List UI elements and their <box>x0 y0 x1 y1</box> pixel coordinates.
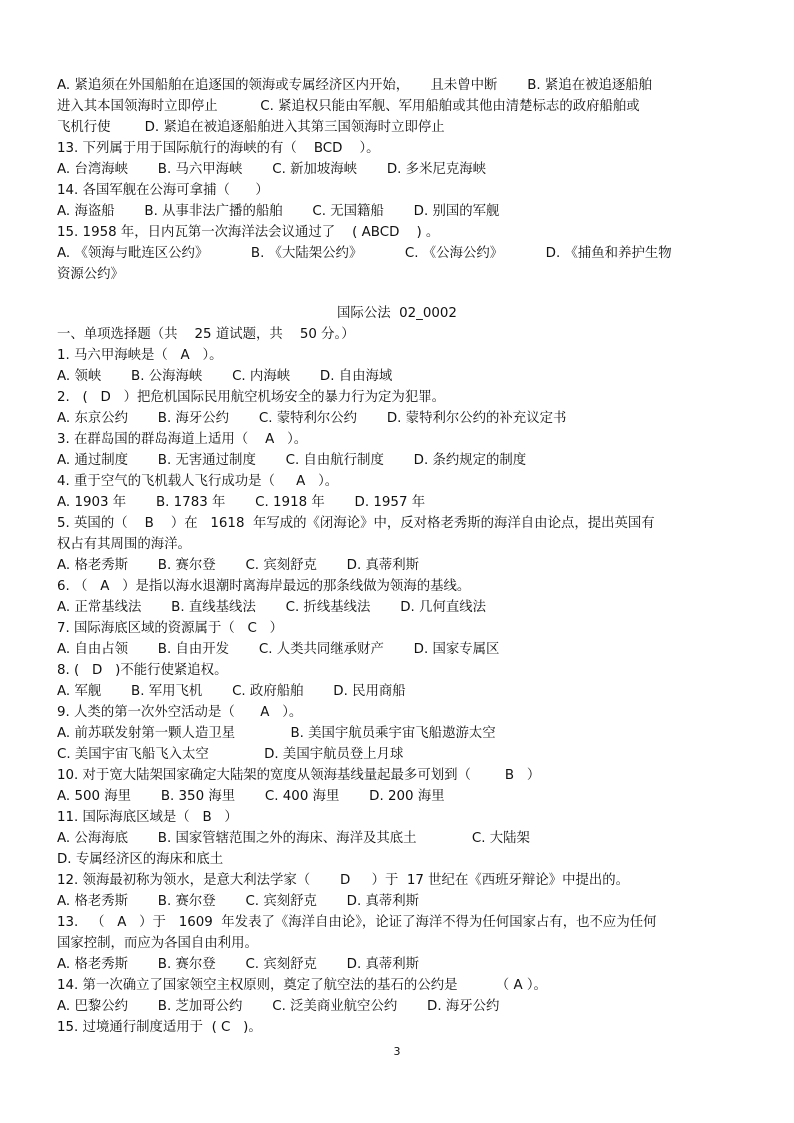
options-line: A. 格老秀斯 B. 赛尔登 C. 宾刻舒克 D. 真蒂利斯 <box>57 558 420 573</box>
question-line: 7. 国际海底区域的资源属于（ C ） <box>57 621 283 636</box>
options-line: A. 巴黎公约 B. 芝加哥公约 C. 泛美商业航空公约 D. 海牙公约 <box>57 999 500 1014</box>
section-heading: 一、单项选择题（共 25 道试题，共 50 分。） <box>57 327 355 342</box>
question-line: 5. 英国的（ B ）在 1618 年写成的《闭海论》中，反对格老秀斯的海洋自由论点，提出英国有 <box>57 516 655 531</box>
options-line: C. 美国宇宙飞船飞入太空 D. 美国宇航员登上月球 <box>57 747 404 762</box>
options-line: A. 正常基线法 B. 直线基线法 C. 折线基线法 D. 几何直线法 <box>57 600 487 615</box>
question-line: 15. 过境通行制度适用于 ( C )。 <box>57 1020 262 1035</box>
question-line: 10. 对于宽大陆架国家确定大陆架的宽度从领海基线量起最多可划到（ B ） <box>57 768 541 783</box>
question-line: 15. 1958 年，日内瓦第一次海洋法会议通过了 ( ABCD ) 。 <box>57 225 440 240</box>
options-line: A. 台湾海峡 B. 马六甲海峡 C. 新加坡海峡 D. 多米尼克海峡 <box>57 162 487 177</box>
options-line: A. 军舰 B. 军用飞机 C. 政府船舶 D. 民用商船 <box>57 684 406 699</box>
options-line: A. 公海海底 B. 国家管辖范围之外的海床、海洋及其底土 C. 大陆架 <box>57 831 530 846</box>
question-line: 3. 在群岛国的群岛海道上适用（ A ）。 <box>57 432 308 447</box>
options-line: A. 海盗船 B. 从事非法广播的船舶 C. 无国籍船 D. 别国的军舰 <box>57 204 500 219</box>
question-line: 6. （ A ）是指以海水退潮时离海岸最远的那条线做为领海的基线。 <box>57 579 471 594</box>
question-line: 8. ( D )不能行使紧追权。 <box>57 663 228 678</box>
options-line: A. 1903 年 B. 1783 年 C. 1918 年 D. 1957 年 <box>57 495 426 510</box>
question-line: 14. 第一次确立了国家领空主权原则，奠定了航空法的基石的公约是 （ A ）。 <box>57 978 547 993</box>
options-line: A. 500 海里 B. 350 海里 C. 400 海里 D. 200 海里 <box>57 789 445 804</box>
question-line: 13. （ A ）于 1609 年发表了《海洋自由论》，论证了海洋不得为任何国家占有，也不应为任何 <box>57 915 657 930</box>
options-line: A. 自由占领 B. 自由开发 C. 人类共同继承财产 D. 国家专属区 <box>57 642 500 657</box>
options-line: 资源公约》 <box>57 267 124 282</box>
question-line: 4. 重于空气的飞机载人飞行成功是（ A ）。 <box>57 474 339 489</box>
question-line: 12. 领海最初称为领水，是意大利法学家（ D ）于 17 世纪在《西班牙辩论》中提出的。 <box>57 873 630 888</box>
question-line: 14. 各国军舰在公海可拿捕（ ） <box>57 183 269 198</box>
options-line: A. 《领海与毗连区公约》 B. 《大陆架公约》 C. 《公海公约》 D. 《捕鱼和养护生物 <box>57 246 672 261</box>
options-line: A. 通过制度 B. 无害通过制度 C. 自由航行制度 D. 条约规定的制度 <box>57 453 527 468</box>
options-line: A. 前苏联发射第一颗人造卫星 B. 美国宇航员乘宇宙飞船遨游太空 <box>57 726 496 741</box>
question-line: 国家控制，而应为各国自由利用。 <box>57 936 258 951</box>
options-line: A. 领峡 B. 公海海峡 C. 内海峡 D. 自由海域 <box>57 369 393 384</box>
options-line: A. 格老秀斯 B. 赛尔登 C. 宾刻舒克 D. 真蒂利斯 <box>57 957 420 972</box>
question-line: 9. 人类的第一次外空活动是（ A ）。 <box>57 705 303 720</box>
question-line: 2. ( D ）把危机国际民用航空机场安全的暴力行为定为犯罪。 <box>57 390 445 405</box>
text-line: 飞机行使 D. 紧追在被追逐船舶进入其第三国领海时立即停止 <box>57 120 445 135</box>
options-line: D. 专属经济区的海床和底土 <box>57 852 224 867</box>
text-line: A. 紧追须在外国船舶在追逐国的领海或专属经济区内开始， 且未曾中断 B. 紧追在被追逐船舶 <box>57 78 653 93</box>
page-number: 3 <box>393 1045 401 1058</box>
options-line: A. 东京公约 B. 海牙公约 C. 蒙特利尔公约 D. 蒙特利尔公约的补充议定书 <box>57 411 567 426</box>
exam-title: 国际公法 02_0002 <box>337 306 457 321</box>
question-line: 11. 国际海底区域是（ B ） <box>57 810 238 825</box>
question-line: 权占有其周围的海洋。 <box>57 537 191 552</box>
question-line: 13. 下列属于用于国际航行的海峡的有（ BCD ）。 <box>57 141 380 156</box>
question-line: 1. 马六甲海峡是（ A ）。 <box>57 348 223 363</box>
options-line: A. 格老秀斯 B. 赛尔登 C. 宾刻舒克 D. 真蒂利斯 <box>57 894 420 909</box>
text-line: 进入其本国领海时立即停止 C. 紧追权只能由军舰、军用船舶或其他由清楚标志的政府船舶或 <box>57 99 640 114</box>
